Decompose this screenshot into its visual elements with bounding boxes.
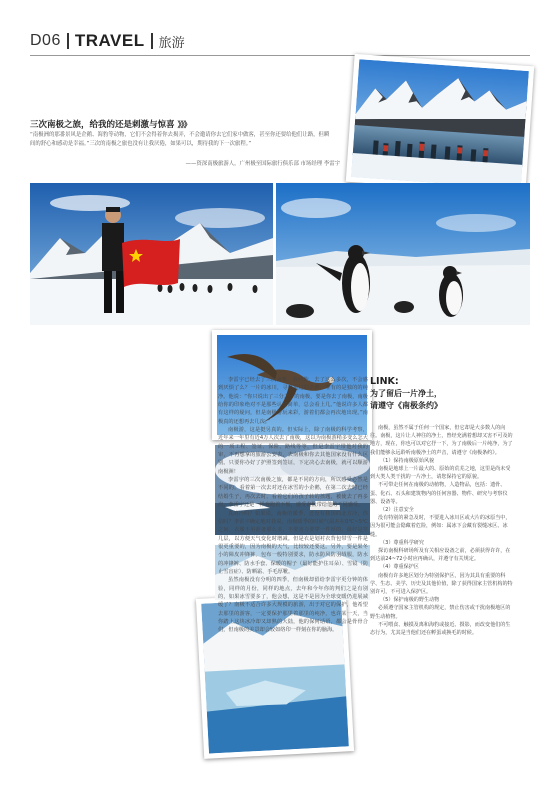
- page-header: [30, 30, 185, 52]
- glacier-scene-image: [351, 59, 529, 189]
- article-paragraph: 南极游，这是挺另真的。但实际上，除了南极的科学考察，近年来一年里有近4万人次去了南极，这以为南极游稍多变么怎大的一项工程、签证、保险、路线等等，但是李雷宇带他对我的审，不再想拿的旅游公安表，去南极和你去其他国家没有什么区别。只要你办好了护照签到签证，下定决心去南极，就可以顺游南极洲！: [218, 427, 368, 475]
- photo-penguins: [276, 183, 530, 325]
- link-paragraph: 南极，虽然不属于任何一个国家，但它却是大多数人的向往。南极，这片让人神往的净土，曾经充满着想却又害不可及的地方，现在，你也可以对它抒一下，为了南极后一片纯净，为了我们能够永远聆听南极净土的声音，请遵守《南极条约》。: [370, 425, 513, 456]
- intro-quote: “南极洲的那番景风是企鹅、海豹等动物，它们不会得着你去揭弄，不会邀请你去它们家中做客，甚至你还要给他们让路，但瞬间的舒心和感动是幸福。”三次的南极之旅也没有让我厌倦，如果可以，期待我的下一次旅程。”: [30, 132, 330, 147]
- header-rule: [30, 55, 530, 56]
- link-paragraph: 不可带走任何在南极的动植物，人造物品，包括：遗骨、蛋、化石、石头和建筑物内的任何容器、物件、研究与考察仪器、设备等。: [370, 482, 508, 505]
- intro-title-arrows: 》》》: [177, 120, 191, 129]
- link-paragraph: 南极有许多地区划分为特别保护区，因为其具有重要的科学、生态、美学、历史及其他价值，除了获得国家主管机构的特别许可，不可进入保护区。: [370, 572, 513, 596]
- article-body: [218, 376, 368, 635]
- link-paragraph: 南极是地球上一片最大的、原始的荒芜之地，这里是尚未受到大类人类干扰的一片净土，请您保持它的原貌。: [370, 466, 511, 481]
- link-subhead: （1）保持南极原始风貌: [380, 457, 435, 464]
- page-code: D06: [30, 32, 61, 49]
- article-paragraph: 李雷宇的三次南极之旅，都是不同的方向，所以感受必然是不同的。看着第一次去对还在冰雪的小企鹅，在第二次去时已经结婚生子，再次去时，看着它们的孩子转的孩题，被使去了再多次，李雷宇还是一样奔跑着下船，感受南极带给他的不同感受。: [218, 477, 368, 509]
- link-label: LINK:: [370, 376, 399, 387]
- link-subhead: （4）尊重保护区: [380, 564, 419, 571]
- link-paragraph: 必须遵守国家主管机构的规定，禁止伤害或干扰南极地区的野生动植物。: [370, 605, 511, 620]
- photo-man-with-flag: [30, 183, 273, 325]
- link-subhead: （2）注意安全: [380, 507, 414, 514]
- link-title-line2: 请遵守《南极条约》: [370, 401, 442, 410]
- link-body: [370, 424, 515, 637]
- link-title-line1: 为了留后一片净土，: [370, 389, 442, 398]
- article-paragraph: 真的冷吗？如果说，南极的暖季，还没有我国的北方冷，你信吗？李雷宇确定地对我说，南极暖季的时候气温差在0℃~5℃之间，衣服不用准备那么多，不要害力要穿一件厚的，最好是穿几层，以方便天气变化时增减。但是衣是划衬衣背包带雪一件是很更重要的，因为南极的天气，比较较还要这。另外，要是果冬小的障皮冲锋裤。包布一般特别要求，防水防风防羽绒服，防水的冲锋裤、防水手套、保暖的帽子（最好能护住耳朵）、雪镜（防止雪盲症）、防晒霜、手毛厚靴。: [218, 510, 368, 575]
- penguins-image: [276, 183, 530, 325]
- link-paragraph: 没有特别的紧急及时，不要进入冰川区或大片的冰原当中，因为很可能会隐藏着危险，例如：属冰下会藏有裂缝冰区、冰缝。: [370, 515, 511, 538]
- article-paragraph: 虽然南极没有分明的四季，但南极却留给李雷宇更分钟的体验，同样的月份，同样的地点，去年和今年你的判们之是有别的，如果冰雪要多了，他会想，这是不是因为全球变暖仍进展减缓了？南极不适合许多大规模的旅游，出于对它的保护，他希望去那里的游客，一定要保护那里着那里的纯净，也许某一天，当你踏上这块冰冷却又却熟的大陆，他的保何话语，都会是骨骨合们，但南极的美景却会较如络印一样刻在你的脑海。: [218, 577, 368, 634]
- link-subhead: （5）保护南极的野生动物: [380, 597, 440, 604]
- intro-title-text: 三次南极之旅，给我的还是刺激与惊喜: [30, 120, 175, 130]
- section-title-cn: 旅游: [158, 35, 185, 51]
- intro-credit: ——资深南极旅游人，广州极至国际旅行俱乐部 市场经理 李雷宇: [185, 161, 340, 167]
- link-subhead: （3）尊重科学研究: [380, 539, 424, 546]
- header-divider: [67, 33, 69, 49]
- section-title: TRAVEL: [74, 31, 145, 50]
- photo-tourists-glacier: [346, 54, 534, 194]
- link-paragraph: 不可喂食、触摸及离和海豹或接近、摄影，而改变他们的生态行为，尤其是当他们还在孵蛋或换毛的时候。: [370, 621, 511, 637]
- link-paragraph: 探访南极科研场所及有关相应设备之前，必须获得许许，在到达前24~72小时应再确认，并遵守有关规定。: [370, 548, 511, 563]
- header-divider: [151, 33, 153, 49]
- link-heading: [370, 376, 510, 412]
- article-paragraph: 李雷宇已经去了三次南极，我问他，去了这么多次，不会感到厌烦了么？一片的冰川，寻已见过的企鹅，唯有的是独的的纯净。他说：“你只说出了三分之一的南极，要是你去了南极，南极给你的印象绝对不是那些认知简单，总会看上几。”他说许多人都有这样的疑问，但是南极游玩来彩，游着们都会再次地出现。”南极真的还想再去几次。”: [218, 377, 368, 425]
- flag-scene-image: [30, 183, 273, 325]
- intro-title: [30, 118, 350, 130]
